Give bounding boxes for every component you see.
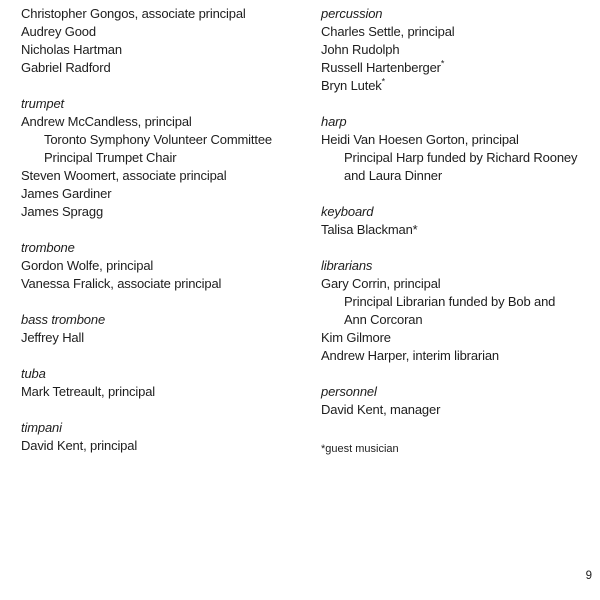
member-line: Vanessa Fralick, associate principal: [21, 276, 222, 291]
guest-musician-marker: *: [440, 58, 445, 69]
section-personnel: [321, 383, 593, 419]
member-line: Charles Settle, principal: [321, 24, 455, 39]
member-line: Heidi Van Hoesen Gorton, principal: [321, 132, 519, 147]
section-header: harp: [321, 114, 347, 129]
member-line: Gordon Wolfe, principal: [21, 258, 154, 273]
member-line: Talisa Blackman*: [321, 222, 418, 237]
section-trumpet: [21, 95, 313, 221]
column-left: [21, 5, 313, 455]
guest-musician-marker: *: [381, 76, 386, 87]
member-line: Steven Woomert, associate principal: [21, 168, 227, 183]
section-tuba: [21, 365, 313, 401]
member-line: Kim Gilmore: [321, 330, 391, 345]
chair-credit-line: Principal Librarian funded by Bob and: [344, 294, 556, 309]
member-line: Jeffrey Hall: [21, 330, 84, 345]
section-header: timpani: [21, 420, 62, 435]
member-line: John Rudolph: [321, 42, 400, 57]
member-line: Andrew McCandless, principal: [21, 114, 192, 129]
section-header: keyboard: [321, 204, 374, 219]
member-line: Gabriel Radford: [21, 60, 111, 75]
section-keyboard: [321, 203, 593, 239]
section-header: percussion: [321, 6, 383, 21]
section-header: trombone: [21, 240, 75, 255]
section-percussion: [321, 5, 593, 95]
page-number: 9: [585, 570, 592, 582]
member-line: Audrey Good: [21, 24, 96, 39]
section-header: personnel: [321, 384, 377, 399]
member-line: James Gardiner: [21, 186, 112, 201]
chair-credit-line: and Laura Dinner: [344, 168, 443, 183]
member-line: Gary Corrin, principal: [321, 276, 441, 291]
member-line: Nicholas Hartman: [21, 42, 122, 57]
column-right: [321, 5, 593, 457]
section-header: librarians: [321, 258, 373, 273]
section-header: tuba: [21, 366, 46, 381]
footnote: *guest musician: [321, 443, 399, 455]
section-harp: [321, 113, 593, 185]
section-timpani: [21, 419, 313, 455]
section-librarians: [321, 257, 593, 365]
member-line: Mark Tetreault, principal: [21, 384, 156, 399]
section-bass-trombone: [21, 311, 313, 347]
section-header: bass trombone: [21, 312, 106, 327]
section-header: trumpet: [21, 96, 65, 111]
member-line: Andrew Harper, interim librarian: [321, 348, 499, 363]
member-line: Bryn Lutek*: [321, 76, 386, 93]
chair-credit-line: Toronto Symphony Volunteer Committee: [44, 132, 272, 147]
section-continued: [21, 5, 313, 77]
member-line: James Spragg: [21, 204, 104, 219]
chair-credit-line: Principal Harp funded by Richard Rooney: [344, 150, 578, 165]
member-line: Christopher Gongos, associate principal: [21, 6, 246, 21]
section-trombone: [21, 239, 313, 293]
member-line: David Kent, principal: [21, 438, 138, 453]
chair-credit-line: Principal Trumpet Chair: [44, 150, 177, 165]
chair-credit-line: Ann Corcoran: [344, 312, 423, 327]
member-line: Russell Hartenberger*: [321, 58, 445, 75]
member-line: David Kent, manager: [321, 402, 441, 417]
